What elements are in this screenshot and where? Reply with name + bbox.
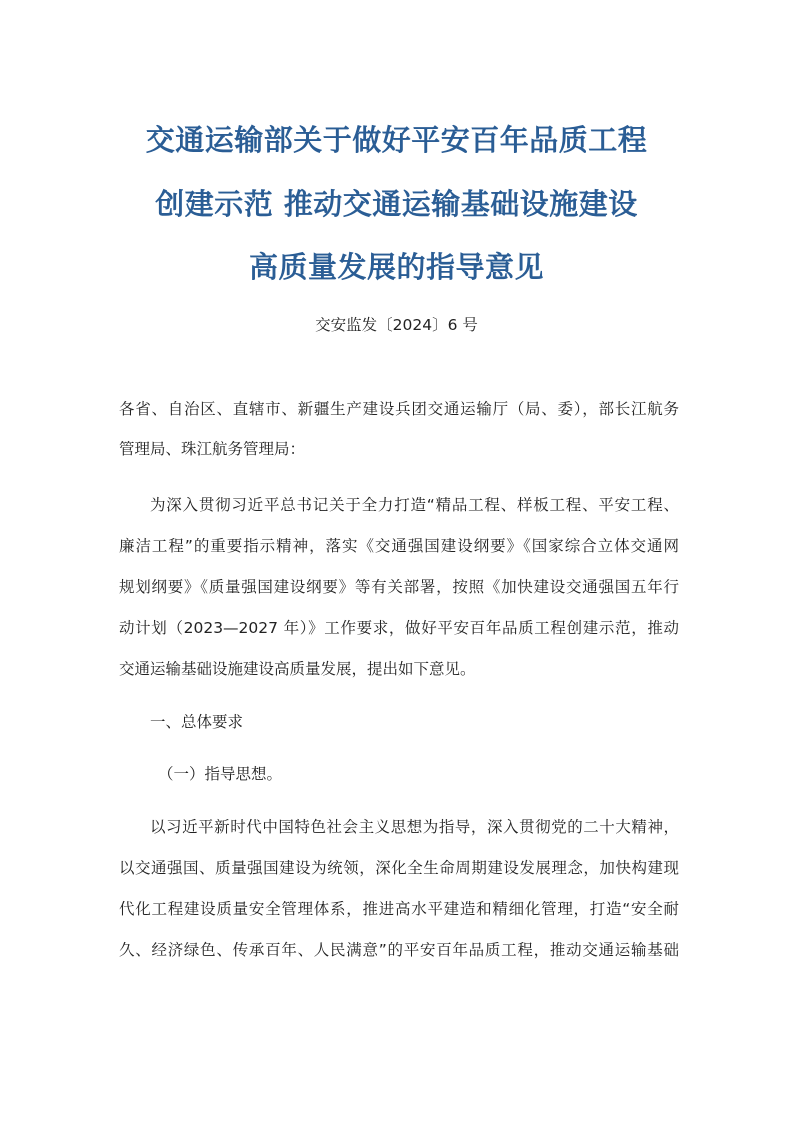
guiding-thought-line-1: 以习近平新时代中国特色社会主义思想为指导，深入贯彻党的二十大精神， [150, 818, 679, 836]
intro-line-5: 交通运输基础设施建设高质量发展，提出如下意见。 [119, 660, 476, 678]
document-number: 交安监发〔2024〕6 号 [315, 316, 478, 334]
intro-line-4: 动计划（2023—2027 年）》工作要求，做好平安百年品质工程创建示范，推动 [119, 619, 679, 637]
section-heading: 一、总体要求 [150, 713, 244, 731]
intro-line-3: 规划纲要》《质量强国建设纲要》等有关部署，按照《加快建设交通强国五年行 [119, 578, 679, 596]
subsection-heading: （一）指导思想。 [158, 765, 283, 783]
addressee-line-1: 各省、自治区、直辖市、新疆生产建设兵团交通运输厅（局、委），部长江航务 [119, 400, 679, 418]
document-title-line-3: 高质量发展的指导意见 [248, 250, 544, 284]
guiding-thought-line-2: 以交通强国、质量强国建设为统领，深化全生命周期建设发展理念，加快构建现 [119, 859, 679, 877]
guiding-thought-line-3: 代化工程建设质量安全管理体系，推进高水平建造和精细化管理，打造“安全耐 [119, 900, 679, 918]
guiding-thought-line-4: 久、经济绿色、传承百年、人民满意”的平安百年品质工程，推动交通运输基础 [119, 941, 679, 959]
intro-line-1: 为深入贯彻习近平总书记关于全力打造“精品工程、样板工程、平安工程、 [150, 496, 679, 514]
addressee-line-2: 管理局、珠江航务管理局： [119, 440, 306, 458]
document-title-line-1: 交通运输部关于做好平安百年品质工程 [145, 123, 648, 157]
intro-line-2: 廉洁工程”的重要指示精神，落实《交通强国建设纲要》《国家综合立体交通网 [119, 537, 679, 555]
document-title-line-2: 创建示范 推动交通运输基础设施建设 [155, 187, 638, 221]
